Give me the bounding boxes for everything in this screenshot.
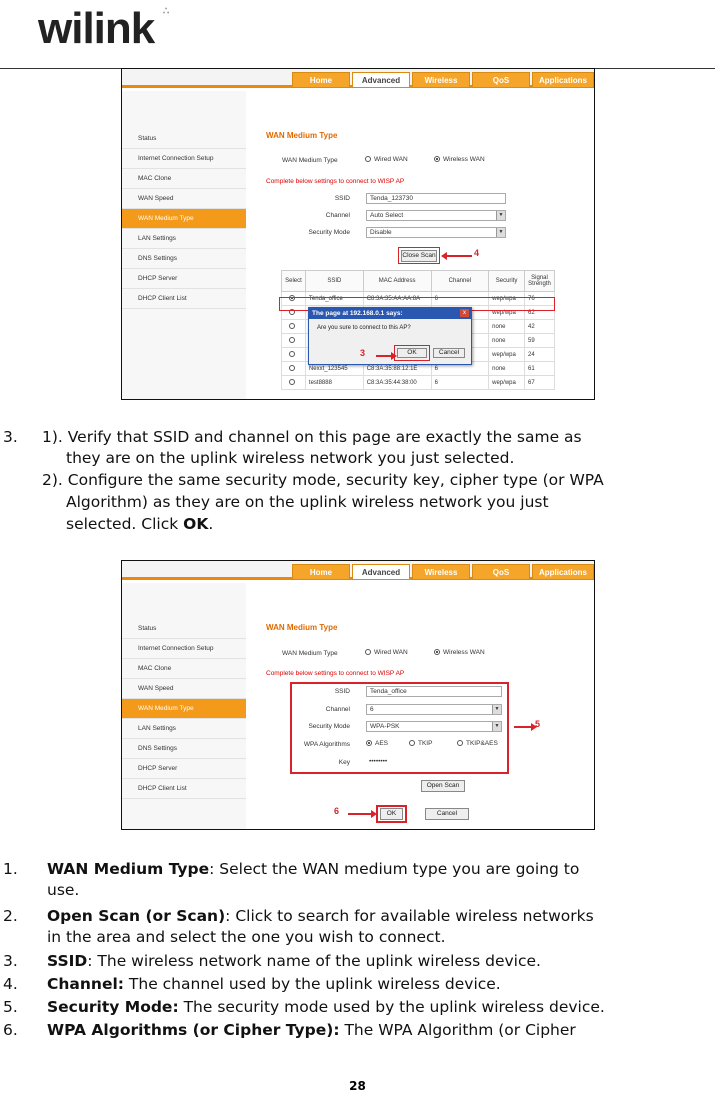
tab-wireless[interactable]: Wireless: [412, 72, 470, 88]
tab-home[interactable]: Home: [292, 564, 350, 580]
tab-wireless[interactable]: Wireless: [412, 564, 470, 580]
row-security: none: [489, 320, 525, 334]
def-num-2: 2.: [3, 907, 18, 925]
wired-wan-option[interactable]: Wired WAN: [365, 649, 408, 656]
key-input[interactable]: ••••••••: [366, 757, 502, 768]
table-row[interactable]: [282, 376, 555, 390]
sidebar-menu: [122, 619, 246, 799]
sidebar-item-dhcp-server[interactable]: DHCP Server: [122, 759, 246, 779]
col-select: Select: [282, 271, 306, 292]
ssid-label: SSID: [334, 688, 350, 695]
def-5: Security Mode: The security mode used by the uplink wireless device.: [47, 998, 605, 1016]
col-ssid: SSID: [305, 271, 363, 292]
step-number: 3.: [3, 428, 18, 446]
wpa-algorithms-label: WPA Algorithms: [303, 741, 350, 748]
callout-number-5: 5: [535, 719, 541, 729]
sidebar-item-internet-setup[interactable]: Internet Connection Setup: [122, 639, 246, 659]
row-channel: 6: [431, 376, 489, 390]
tkip-option[interactable]: TKIP: [409, 740, 432, 747]
aes-option[interactable]: AES: [366, 740, 388, 747]
def-num-1: 1.: [3, 860, 18, 878]
row-security: wep/wpa: [489, 292, 525, 306]
callout-number-3: 3: [360, 348, 366, 358]
wired-wan-option[interactable]: Wired WAN: [365, 156, 408, 163]
wilink-logo: wilink ∴: [38, 4, 171, 53]
tab-home[interactable]: Home: [292, 72, 350, 88]
row-security: wep/wpa: [489, 376, 525, 390]
dialog-cancel-button[interactable]: Cancel: [433, 348, 465, 358]
def-num-6: 6.: [3, 1021, 18, 1039]
wireless-wan-option[interactable]: Wireless WAN: [434, 156, 485, 163]
router-screenshot-wpa: [121, 560, 595, 830]
tkip-radio[interactable]: [409, 740, 415, 746]
wireless-wan-option[interactable]: Wireless WAN: [434, 649, 485, 656]
sidebar-item-dns-settings[interactable]: DNS Settings: [122, 739, 246, 759]
def-3: SSID: The wireless network name of the uplink wireless device.: [47, 952, 541, 970]
close-scan-button[interactable]: Close Scan: [401, 250, 437, 262]
close-icon[interactable]: x: [460, 309, 469, 317]
callout-arrow-5: [514, 726, 532, 728]
sidebar-item-status[interactable]: Status: [122, 129, 246, 149]
dialog-ok-button[interactable]: OK: [397, 348, 427, 358]
wan-medium-label: WAN Medium Type: [282, 650, 338, 657]
ok-button[interactable]: OK: [380, 808, 403, 820]
row-mac: C8:3A:35:44:38:00: [363, 376, 431, 390]
wisp-hint: Complete below settings to connect to WISP AP: [266, 178, 405, 185]
instruction-line-5: selected. Click OK.: [66, 515, 214, 533]
main-tabs: [292, 564, 594, 580]
security-mode-select[interactable]: WPA-PSK ▼: [366, 721, 502, 732]
def-num-5: 5.: [3, 998, 18, 1016]
wisp-hint: Complete below settings to connect to WISP AP: [266, 670, 405, 677]
tab-qos[interactable]: QoS: [472, 72, 530, 88]
sidebar-item-mac-clone[interactable]: MAC Clone: [122, 169, 246, 189]
ssid-input[interactable]: Tenda_123730: [366, 193, 506, 204]
row-security: wep/wpa: [489, 348, 525, 362]
wireless-wan-radio[interactable]: [434, 156, 440, 162]
row-channel: 6: [431, 292, 489, 306]
sidebar-item-wan-medium-type[interactable]: WAN Medium Type: [122, 699, 246, 719]
sidebar-item-dhcp-server[interactable]: DHCP Server: [122, 269, 246, 289]
row-select-radio[interactable]: [289, 337, 295, 343]
close-scan-highlight: [398, 247, 440, 264]
def-2: Open Scan (or Scan): Click to search for available wireless networks: [47, 907, 594, 925]
row-signal: 42: [525, 320, 555, 334]
row-security: wep/wpa: [489, 306, 525, 320]
row-mac: C8:3A:35:88:12:1E: [363, 362, 431, 376]
row-select-radio[interactable]: [289, 351, 295, 357]
row-channel: 6: [431, 362, 489, 376]
col-signal: Signal Strength: [525, 271, 555, 292]
sidebar-item-dhcp-client-list[interactable]: DHCP Client List: [122, 289, 246, 309]
callout-arrow-6: [348, 813, 372, 815]
tab-advanced[interactable]: Advanced: [352, 564, 410, 580]
wired-wan-radio[interactable]: [365, 649, 371, 655]
channel-label: Channel: [325, 706, 350, 713]
security-mode-label: Security Mode: [308, 229, 350, 236]
row-security: none: [489, 334, 525, 348]
instruction-line-2: they are on the uplink wireless network you just selected.: [66, 449, 515, 467]
tab-applications[interactable]: Applications: [532, 72, 594, 88]
ssid-input[interactable]: Tenda_office: [366, 686, 502, 697]
instruction-line-1: 1). Verify that SSID and channel on this page are exactly the same as: [42, 428, 582, 446]
row-select-radio[interactable]: [289, 379, 295, 385]
sidebar-item-lan-settings[interactable]: LAN Settings: [122, 229, 246, 249]
row-signal: 67: [525, 376, 555, 390]
row-ssid: test8888: [305, 376, 363, 390]
table-header-row: [282, 271, 555, 292]
page-title: WAN Medium Type: [266, 623, 338, 632]
sidebar-menu: [122, 129, 246, 309]
instruction-line-3: 2). Configure the same security mode, security key, cipher type (or WPA: [42, 471, 604, 489]
col-security: Security: [489, 271, 525, 292]
row-signal: 62: [525, 306, 555, 320]
callout-arrow-3: [376, 355, 392, 357]
row-select-radio[interactable]: [289, 323, 295, 329]
def-4: Channel: The channel used by the uplink wireless device.: [47, 975, 501, 993]
row-ssid: Tenda_office: [305, 292, 363, 306]
col-channel: Channel: [431, 271, 489, 292]
def-1: WAN Medium Type: Select the WAN medium type you are going to: [47, 860, 580, 878]
row-security: none: [489, 362, 525, 376]
instruction-line-4: Algorithm) as they are on the uplink wireless network you just: [66, 493, 549, 511]
wireless-wan-radio[interactable]: [434, 649, 440, 655]
callout-number-4: 4: [474, 248, 480, 258]
router-screenshot-scan: [121, 68, 595, 400]
main-tabs: [292, 72, 594, 88]
chevron-down-icon: ▼: [492, 705, 501, 714]
def-6: WPA Algorithms (or Cipher Type): The WPA Algorithm (or Cipher: [47, 1021, 576, 1039]
channel-select[interactable]: 6 ▼: [366, 704, 502, 715]
row-signal: 59: [525, 334, 555, 348]
security-mode-label: Security Mode: [308, 723, 350, 730]
sidebar-item-wan-speed[interactable]: WAN Speed: [122, 189, 246, 209]
ssid-label: SSID: [334, 195, 350, 202]
sidebar-item-dns-settings[interactable]: DNS Settings: [122, 249, 246, 269]
tab-advanced[interactable]: Advanced: [352, 72, 410, 88]
row-signal: 76: [525, 292, 555, 306]
callout-arrow-4: [446, 255, 472, 257]
sidebar-item-dhcp-client-list[interactable]: DHCP Client List: [122, 779, 246, 799]
ok-highlight: [394, 345, 430, 361]
tab-qos[interactable]: QoS: [472, 564, 530, 580]
tkipaes-option[interactable]: TKIP&AES: [457, 740, 498, 747]
wired-wan-radio[interactable]: [365, 156, 371, 162]
key-label: Key: [338, 759, 350, 766]
def-2-cont: in the area and select the one you wish to connect.: [47, 928, 446, 946]
channel-select[interactable]: Auto Select ▼: [366, 210, 506, 221]
tab-applications[interactable]: Applications: [532, 564, 594, 580]
chevron-down-icon: ▼: [496, 228, 505, 237]
top-nav-bar: [122, 561, 594, 580]
def-num-3: 3.: [3, 952, 18, 970]
callout-number-6: 6: [334, 806, 340, 816]
col-mac: MAC Address: [363, 271, 431, 292]
sidebar-item-wan-medium-type[interactable]: WAN Medium Type: [122, 209, 246, 229]
chevron-down-icon: ▼: [492, 722, 501, 731]
row-ssid: Nexxt_123545: [305, 362, 363, 376]
row-mac: C8:3A:35:AA:AA:8A: [363, 292, 431, 306]
sidebar-item-wan-speed[interactable]: WAN Speed: [122, 679, 246, 699]
tkipaes-radio[interactable]: [457, 740, 463, 746]
row-signal: 24: [525, 348, 555, 362]
security-mode-select[interactable]: Disable ▼: [366, 227, 506, 238]
sidebar-item-mac-clone[interactable]: MAC Clone: [122, 659, 246, 679]
chevron-down-icon: ▼: [496, 211, 505, 220]
def-1-cont: use.: [47, 881, 80, 899]
cancel-button[interactable]: Cancel: [425, 808, 469, 820]
def-num-4: 4.: [3, 975, 18, 993]
channel-label: Channel: [325, 212, 350, 219]
sidebar-item-status[interactable]: Status: [122, 619, 246, 639]
row-signal: 61: [525, 362, 555, 376]
page-title: WAN Medium Type: [266, 131, 338, 140]
aes-radio[interactable]: [366, 740, 372, 746]
sidebar-item-lan-settings[interactable]: LAN Settings: [122, 719, 246, 739]
wan-medium-label: WAN Medium Type: [282, 157, 338, 164]
dialog-message: Are you sure to connect to this AP?: [317, 325, 411, 331]
page-number: 28: [349, 1079, 366, 1093]
row-select-radio[interactable]: [289, 365, 295, 371]
sidebar-item-internet-setup[interactable]: Internet Connection Setup: [122, 149, 246, 169]
open-scan-button[interactable]: Open Scan: [421, 780, 465, 792]
top-nav-bar: [122, 69, 594, 88]
dialog-title: The page at 192.168.0.1 says:: [309, 308, 471, 319]
